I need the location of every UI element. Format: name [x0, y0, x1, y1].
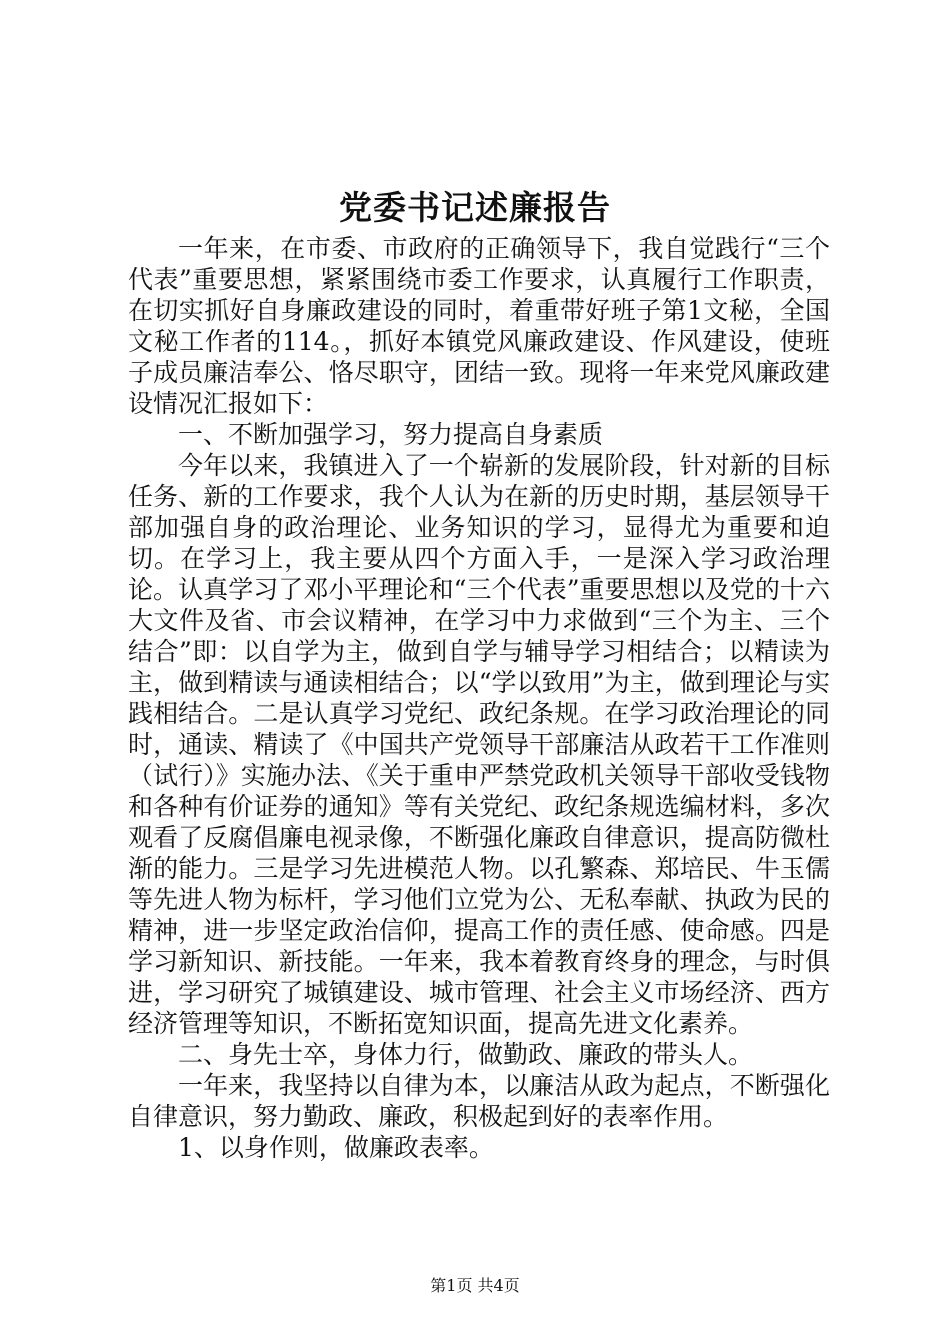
paragraph-study: 今年以来，我镇进入了一个崭新的发展阶段，针对新的目标任务、新的工作要求，我个人认为在新的历史时期，基层领导干部加强自身的政治理论、业务知识的学习，显得尤为重要和迫切。在学习上，我主要从四个方面入手，一是深入学习政治理论。认真学习了邓小平理论和“三个代表”重要思想以及党的十六大文件及省、市会议精神，在学习中力求做到“三个为主、三个结合”即：以自学为主，做到自学与辅导学习相结合；以精读为主，做到精读与通读相结合；以“学以致用”为主，做到理论与实践相结合。二是认真学习党纪、政纪条规。在学习政治理论的同时，通读、精读了《中国共产党领导干部廉洁从政若干工作准则（试行）》实施办法、《关于重申严禁党政机关领导干部收受钱物和各种有价证券的通知》等有关党纪、政纪条规选编材料，多次观看了反腐倡廉电视录像，不断强化廉政自律意识，提高防微杜渐的能力。三是学习先进模范人物。以孔繁森、郑培民、牛玉儒等先进人物为标杆，学习他们立党为公、无私奉献、执政为民的精神，进一步坚定政治信仰，提高工作的责任感、使命感。四是学习新知识、新技能。一年来，我本着教育终身的理念，与时俱进，学习研究了城镇建设、城市管理、社会主义市场经济、西方经济管理等知识，不断拓宽知识面，提高先进文化素养。 — [128, 451, 830, 1038]
paragraph-self-discipline: 一年来，我坚持以自律为本，以廉洁从政为起点，不断强化自律意识，努力勤政、廉政，积极起到好的表率作用。 — [128, 1071, 830, 1131]
subsection-heading-1: 1、以身作则，做廉政表率。 — [178, 1133, 494, 1162]
section-heading-1: 一、不断加强学习，努力提高自身素质 — [178, 420, 604, 449]
page-footer: 第1页 共4页 — [430, 1276, 520, 1295]
section-heading-2: 二、身先士卒，身体力行，做勤政、廉政的带头人。 — [178, 1040, 754, 1069]
document-body — [128, 233, 830, 1163]
paragraph-intro: 一年来，在市委、市政府的正确领导下，我自觉践行“三个代表”重要思想，紧紧围绕市委工作要求，认真履行工作职责，在切实抓好自身廉政建设的同时，着重带好班子第1文秘，全国文秘工作者的114。，抓好本镇党风廉政建设、作风建设，使班子成员廉洁奉公、恪尽职守，团结一致。现将一年来党风廉政建设情况汇报如下： — [128, 234, 830, 418]
document-title: 党委书记述廉报告 — [339, 188, 611, 227]
